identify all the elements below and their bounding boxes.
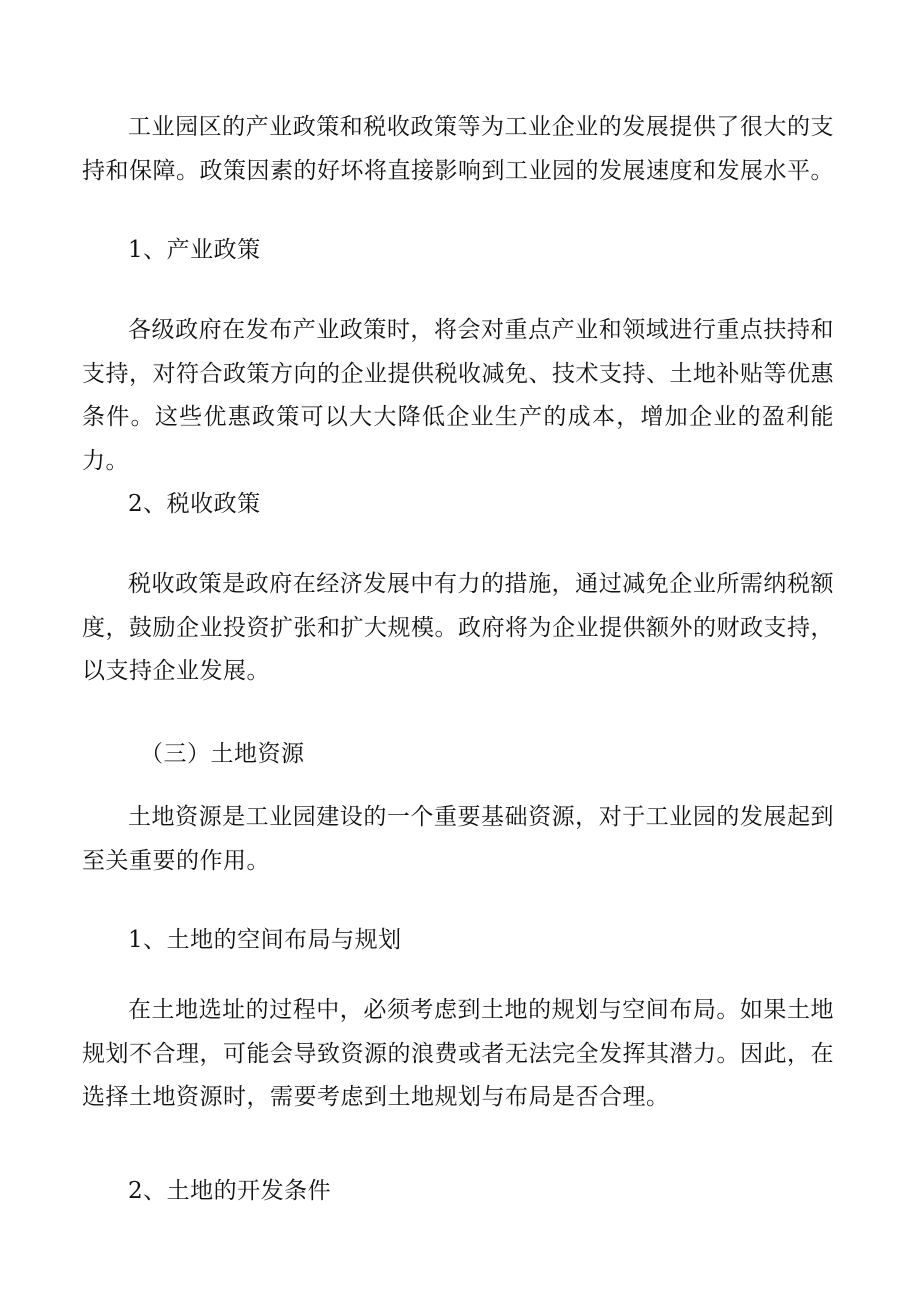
heading-land-development-conditions: 2、土地的开发条件 (128, 1178, 332, 1204)
paragraph-land-resources: 土地资源是工业园建设的一个重要基础资源，对于工业园的发展起到至关重要的作用。 (82, 804, 834, 874)
heading-industrial-policy: 1、产业政策 (128, 237, 261, 263)
paragraph-policy-intro: 工业园区的产业政策和税收政策等为工业企业的发展提供了很大的支持和保障。政策因素的好坏将直接影响到工业园的发展速度和发展水平。 (82, 114, 834, 184)
section-heading-land-resources: （三）土地资源 (140, 741, 305, 767)
paragraph-land-layout-planning: 在土地选址的过程中，必须考虑到土地的规划与空间布局。如果土地规划不合理，可能会导致资源的浪费或者无法完全发挥其潜力。因此，在选择土地资源时，需要考虑到土地规划与布局是否合理。 (82, 997, 834, 1110)
heading-land-layout-planning: 1、土地的空间布局与规划 (128, 927, 402, 953)
paragraph-tax-policy: 税收政策是政府在经济发展中有力的措施，通过减免企业所需纳税额度，鼓励企业投资扩张和扩大规模。政府将为企业提供额外的财政支持，以支持企业发展。 (82, 571, 834, 684)
paragraph-industrial-policy: 各级政府在发布产业政策时，将会对重点产业和领域进行重点扶持和支持，对符合政策方向的企业提供税收减免、技术支持、土地补贴等优惠条件。这些优惠政策可以大大降低企业生产的成本，增加企业的盈利能力。 (82, 317, 834, 474)
heading-tax-policy: 2、税收政策 (128, 491, 261, 517)
